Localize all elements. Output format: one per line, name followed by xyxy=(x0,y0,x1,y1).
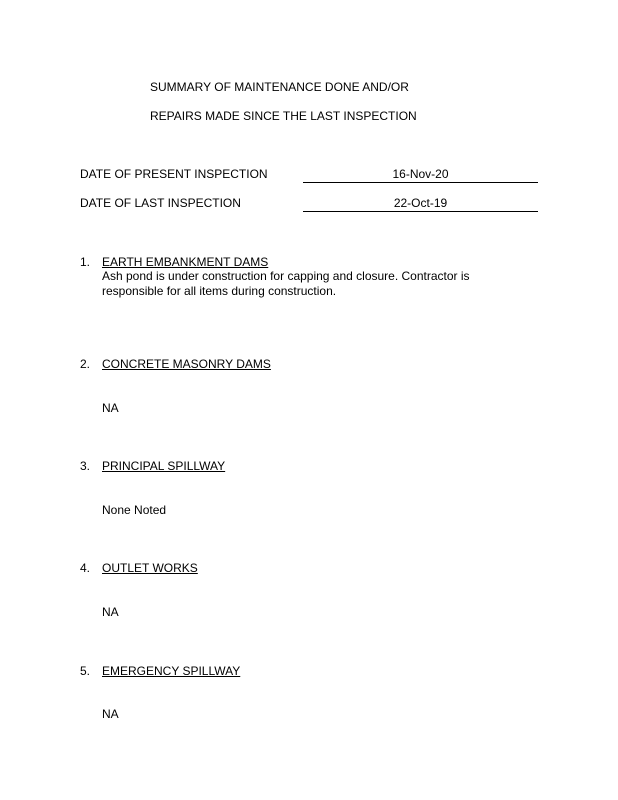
section-body-outlet-works: NA xyxy=(102,605,119,619)
section-number: 3. xyxy=(80,459,91,473)
section-body-earth-embankment-dams: Ash pond is under construction for capping and closure. Contractor is responsible for all items during construction. xyxy=(102,269,470,298)
section-title-concrete-masonry-dams: CONCRETE MASONRY DAMS xyxy=(102,357,271,371)
section-number: 4. xyxy=(80,561,91,575)
section-number: 5. xyxy=(80,664,91,678)
section-title-earth-embankment-dams: EARTH EMBANKMENT DAMS xyxy=(102,255,269,269)
last-inspection-date: 22-Oct-19 xyxy=(303,196,538,212)
present-inspection-date: 16-Nov-20 xyxy=(303,167,538,183)
section-title-principal-spillway: PRINCIPAL SPILLWAY xyxy=(102,459,226,473)
section-body-emergency-spillway: NA xyxy=(102,707,119,721)
section-number: 2. xyxy=(80,357,91,371)
section-title-outlet-works: OUTLET WORKS xyxy=(102,561,198,575)
last-inspection-label: DATE OF LAST INSPECTION xyxy=(80,196,241,210)
section-number: 1. xyxy=(80,255,91,269)
section-body-concrete-masonry-dams: NA xyxy=(102,401,119,415)
present-inspection-label: DATE OF PRESENT INSPECTION xyxy=(80,167,268,181)
section-body-principal-spillway: None Noted xyxy=(102,503,167,517)
report-title-line-1: SUMMARY OF MAINTENANCE DONE AND/OR xyxy=(150,80,409,94)
section-title-emergency-spillway: EMERGENCY SPILLWAY xyxy=(102,664,241,678)
report-title-line-2: REPAIRS MADE SINCE THE LAST INSPECTION xyxy=(150,109,417,123)
